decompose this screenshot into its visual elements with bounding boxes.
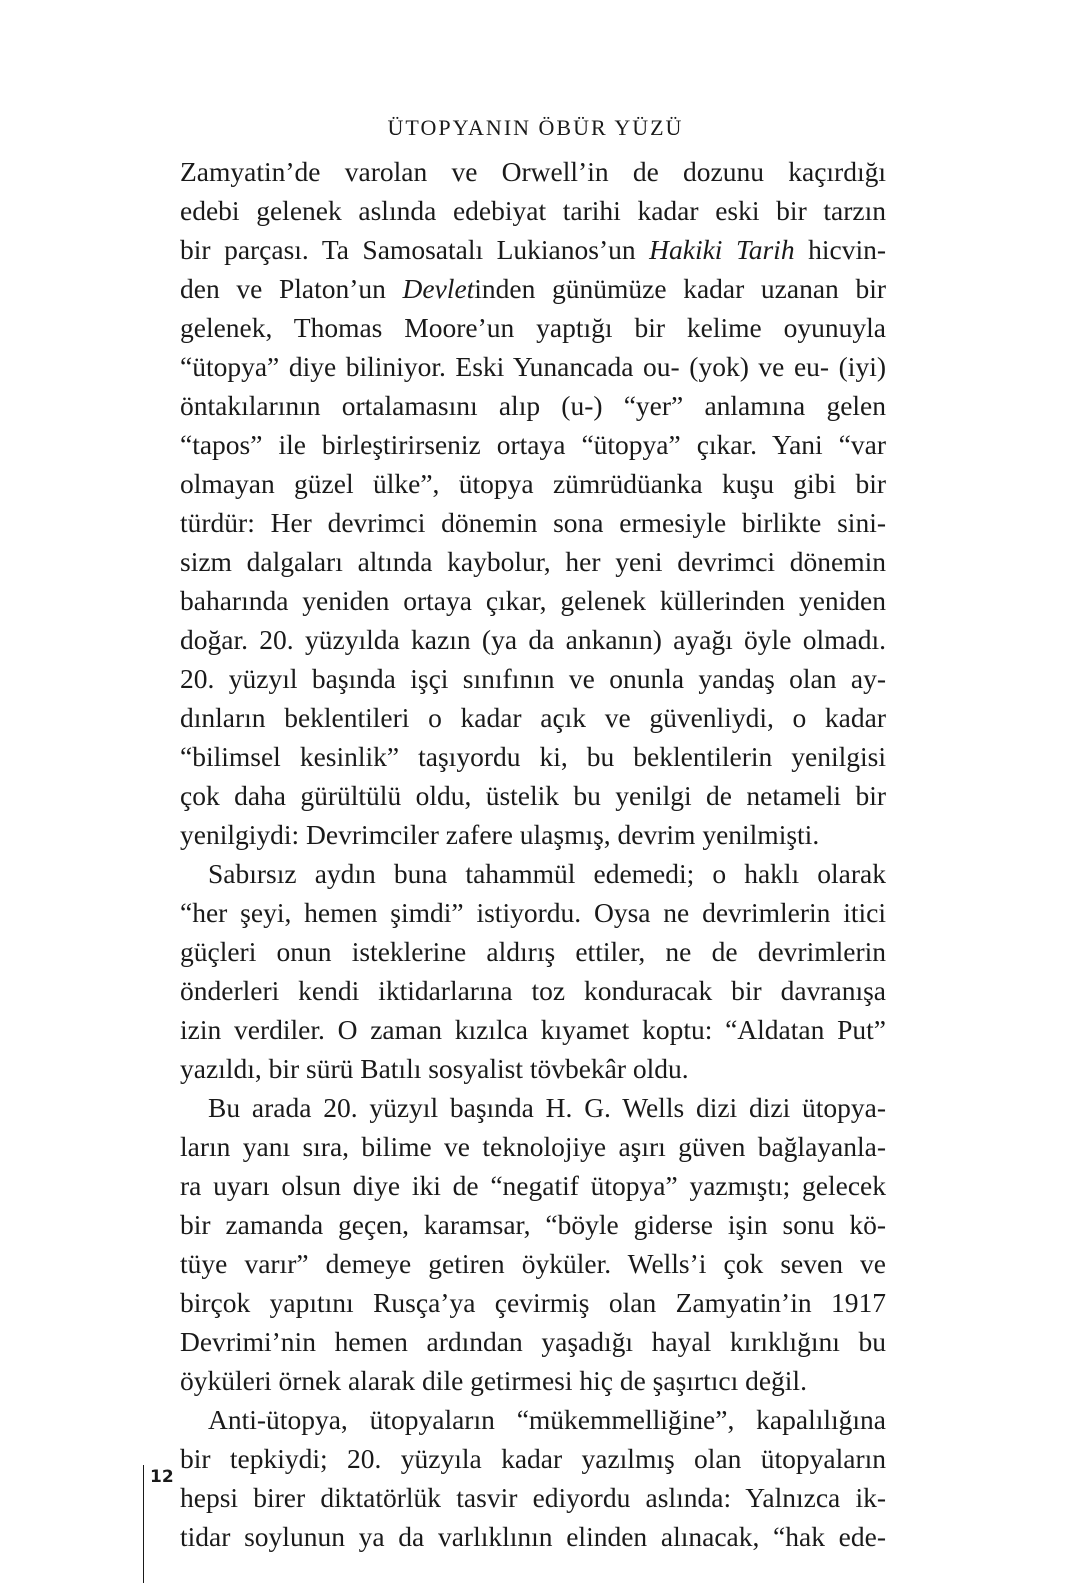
text-line: “her şeyi, hemen şimdi” istiyordu. Oysa ne devrimlerin itici [180,897,886,928]
text-line: ra uyarı olsun diye iki de “negatif ütopya” yazmıştı; gelecek [180,1170,886,1201]
text-line: Devrimi’nin hemen ardından yaşadığı hayal kırıklığını bu [180,1326,886,1357]
text-line: Anti-ütopya, ütopyaların “mükemmelliğine”, kapalılığına [208,1404,886,1435]
text-line: gelenek, Thomas Moore’un yaptığı bir kelime oyunuyla [180,312,886,343]
running-head: ÜTOPYANIN ÖBÜR YÜZÜ [387,115,684,140]
text-line: ların yanı sıra, bilime ve teknolojiye aşırı güven bağlayanla- [180,1131,886,1162]
text-line: önderleri kendi iktidarlarına toz konduracak bir davranışa [180,975,886,1006]
text-line: yazıldı, bir sürü Batılı sosyalist tövbekâr oldu. [180,1053,689,1084]
text-line: öntakılarının ortalamasını alıp (u-) “yer” anlamına gelen [180,390,886,421]
text-line: “tapos” ile birleştirirseniz ortaya “ütopya” çıkar. Yani “var [180,429,886,460]
paragraph-3 [180,1088,886,1400]
text-line: hepsi birer diktatörlük tasvir ediyordu aslında: Yalnızca ik- [180,1482,886,1513]
text-line: bir tepkiydi; 20. yüzyıla kadar yazılmış olan ütopyaların [180,1443,886,1474]
text-line: 20. yüzyıl başında işçi sınıfının ve onunla yandaş olan ay- [180,663,886,694]
text-line: çok daha gürültülü oldu, üstelik bu yenilgi de netameli bir [180,780,886,811]
text-line: olmayan güzel ülke”, ütopya zümrüdüanka kuşu gibi bir [180,468,886,499]
text-line: öyküleri örnek alarak dile getirmesi hiç de şaşırtıcı değil. [180,1365,807,1396]
text-line: den ve Platon’un Devletinden günümüze kadar uzanan bir [180,273,886,304]
body-text [180,152,886,1556]
text-line: Sabırsız aydın buna tahammül edemedi; o haklı olarak [208,858,886,889]
text-line: sizm dalgaları altında kaybolur, her yeni devrimci dönemin [180,546,886,577]
text-line: türdür: Her devrimci dönemin sona ermesiyle birlikte sini- [180,507,886,538]
text-line: izin verdiler. O zaman kızılca kıyamet koptu: “Aldatan Put” [180,1014,886,1045]
text-line: “ütopya” diye biliniyor. Eski Yunancada ou- (yok) ve eu- (iyi) [180,351,886,382]
text-line: Zamyatin’de varolan ve Orwell’in de dozunu kaçırdığı [180,156,886,187]
text-line: güçleri onun isteklerine aldırış ettiler, ne de devrimlerin [180,936,886,967]
text-line: tidar soylunun ya da varlıklının elinden alınacak, “hak ede- [180,1521,886,1552]
text-line: tüye varır” demeye getiren öyküler. Wells’i çok seven ve [180,1248,886,1279]
text-line: bir parçası. Ta Samosatalı Lukianos’un Hakiki Tarih hicvin- [180,234,886,265]
page-margin-rule [143,1465,144,1583]
text-line: birçok yapıtını Rusça’ya çevirmiş olan Zamyatin’in 1917 [180,1287,886,1318]
text-line: dınların beklentileri o kadar açık ve güvenliydi, o kadar [180,702,886,733]
text-line: baharında yeniden ortaya çıkar, gelenek küllerinden yeniden [180,585,886,616]
paragraph-2 [180,854,886,1088]
text-line: Bu arada 20. yüzyıl başında H. G. Wells dizi dizi ütopya- [208,1092,886,1123]
paragraph-1 [180,152,886,854]
text-line: bir zamanda geçen, karamsar, “böyle giderse işin sonu kö- [180,1209,886,1240]
italic-title: Hakiki Tarih [649,234,795,265]
page-number: 12 [150,1467,174,1487]
text-line: yenilgiydi: Devrimciler zafere ulaşmış, devrim yenilmişti. [180,819,820,850]
italic-title: Devlet [402,273,475,304]
text-line: edebi gelenek aslında edebiyat tarihi kadar eski bir tarzın [180,195,886,226]
paragraph-4 [180,1400,886,1556]
text-line: doğar. 20. yüzyılda kazın (ya da ankanın) ayağı öyle olmadı. [180,624,886,655]
text-line: “bilimsel kesinlik” taşıyordu ki, bu beklentilerin yenilgisi [180,741,886,772]
